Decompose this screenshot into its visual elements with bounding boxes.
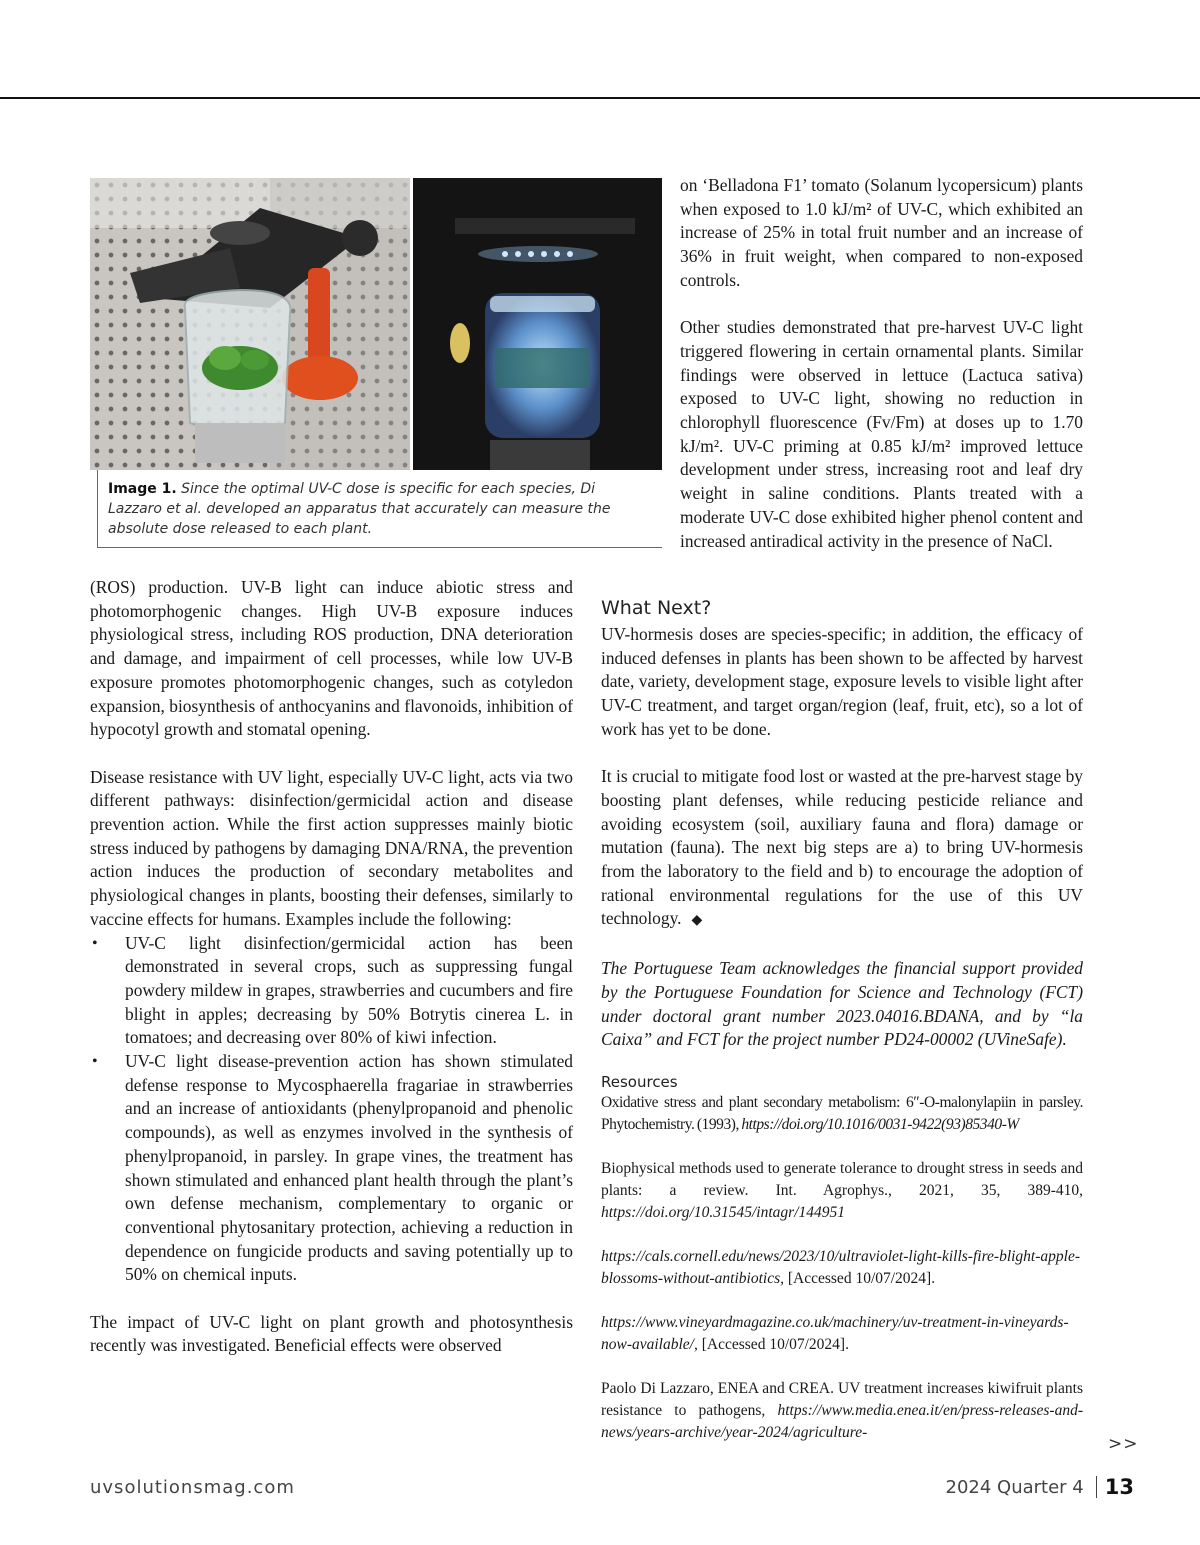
continue-arrow-icon: >> [1108, 1434, 1139, 1454]
disease-resistance-paragraph: Disease resistance with UV light, especially UV-C light, acts via two different pathways: disinfection/germicidal action and disease prevention action. While the first action suppresses mainly biotic stress induced by pathogens by damaging DNA/RNA, the prevention action induces the production of secondary metabolites and physiological changes in plants, boosting their defenses, similarly to vaccine effects for humans. Examples include the following: [90, 766, 573, 929]
resource-link[interactable]: https://www.vineyardmagazine.co.uk/machinery/uv-treatment-in-vineyards-now-available/, [601, 1313, 1069, 1353]
issue-label: 2024 Quarter 4 [945, 1476, 1084, 1498]
resources-heading: Resources [601, 1072, 678, 1091]
hormesis-paragraph: UV-hormesis doses are species-specific; in addition, the efficacy of induced defenses in plants has been shown to be affected by harvest date, variety, development stage, exposure levels to visible light after UV-C treatment, and target organ/region (leaf, fruit, etc), so a lot of work has yet to be done. [601, 624, 1083, 739]
caption-label: Image 1. [108, 481, 177, 497]
resource-link[interactable]: https://doi.org/10.31545/intagr/144951 [601, 1203, 845, 1221]
uvc-growth-paragraph: The impact of UV-C light on plant growth and photosynthesis recently was investigated. Beneficial effects were observed [90, 1311, 573, 1356]
bullet-icon: • [92, 1053, 98, 1071]
list-item: • UV-C light disinfection/germicidal action has been demonstrated in several crops, such as suppressing fungal powdery mildew in grapes, strawberries and cucumbers and fire blight in apples; decreasing by 50% Botrytis cinerea L. in tomatoes; and decreasing over 80% of kiwi infection. [92, 932, 573, 1048]
caption-text: Since the optimal UV-C dose is specific for each species, Di Lazzaro et al. developed an apparatus that accurately can measure the absolute dose released to each plant. [108, 481, 611, 537]
acknowledgement: The Portuguese Team acknowledges the financial support provided by the Portuguese Foundation for Science and Technology (FCT) under doctoral grant number 2023.04016.BDANA, and by “la Caixa” and FCT for the project number PD24-00002 (UVineSafe). [601, 958, 1083, 1050]
end-diamond-icon: ◆ [691, 912, 703, 929]
footer-site: uvsolutionsmag.com [90, 1477, 295, 1498]
resource-item: Paolo Di Lazzaro, ENEA and CREA. UV treatment increases kiwifruit plants resistance to pathogens, https://www.media.enea.it/en/press-releases-and-news/years-archive/year-2024/agriculture- [601, 1379, 1084, 1441]
right-column [601, 595, 1083, 1444]
header-rule [0, 97, 1200, 99]
tomato-paragraph: on ‘Belladona F1’ tomato (Solanum lycopersicum) plants when exposed to 1.0 kJ/m² of UV-C, which exhibited an increase of 25% in total fruit number and an increase of 36% in fruit weight, when compared to non-exposed controls. [680, 175, 1083, 290]
resource-link[interactable]: https://www.media.enea.it/en/press-releases-and-news/years-archive/year-2024/agriculture- [601, 1401, 1084, 1441]
list-item: • UV-C light disease-prevention action has shown stimulated defense response to Mycosphaerella fragariae in strawberries and an increase of antioxidants (phenylpropanoid and phenolic compounds), as well as enzymes involved in the synthesis of phenylpropanoid, in parsley. In grape vines, the treatment has shown stimulated and enhanced plant health through the plant’s own defense mechanism, complementary to organic or conventional phytosanitary protection, achieving a reduction in dependence on fungicide products and saving potentially up to 50% on chemical inputs. [92, 1051, 573, 1285]
section-heading: What Next? [601, 597, 712, 619]
left-column [90, 576, 573, 1358]
bullet-icon: • [92, 934, 98, 952]
uvb-paragraph: (ROS) production. UV-B light can induce abiotic stress and photomorphogenic changes. High UV-B exposure induces physiological stress, including ROS production, DNA deterioration and damage, and impairment of cell processes, while low UV-B exposure promotes photomorphogenic changes, such as cotyledon expansion, biosynthesis of anthocyanins and flavonoids, inhibition of hypocotyl growth and stomatal opening. [90, 577, 573, 740]
photo-caption [97, 470, 662, 548]
resource-item: https://www.vineyardmagazine.co.uk/machinery/uv-treatment-in-vineyards-now-available/, [Accessed 10/07/2024]. [601, 1313, 1069, 1353]
footer-issue [946, 1475, 1134, 1499]
resource-link[interactable]: https://cals.cornell.edu/news/2023/10/ultraviolet-light-kills-fire-blight-apple-blossoms-without-antibiotics, [601, 1247, 1080, 1287]
page-number: 13 [1104, 1475, 1134, 1499]
next-steps-paragraph: It is crucial to mitigate food lost or wasted at the pre-harvest stage by boosting plant defenses, while reducing pesticide reliance and avoiding ecosystem (soil, auxiliary fauna and flora) damage or mutation (fauna). The next big steps are a) to bring UV-hormesis from the laboratory to the field and b) to encourage the adoption of rational environmental regulations for the use of this UV technology. ◆ [601, 766, 1083, 929]
resource-link[interactable]: https://doi.org/10.1016/0031-9422(93)85340-W [741, 1115, 1019, 1133]
top-right-column [680, 174, 1083, 553]
resources-list [601, 1092, 1083, 1444]
left-photo-apparatus [90, 178, 410, 470]
article-photo [90, 178, 662, 470]
examples-list [90, 932, 573, 1288]
footer-divider [1096, 1476, 1097, 1498]
right-photo-uv-jar [413, 178, 662, 470]
resource-item: Oxidative stress and plant secondary metabolism: 6″-O-malonylapiin in parsley. Phytochemistry. (1993), https://doi.org/10.1016/0031-9422(93)85340-W [601, 1093, 1083, 1133]
ornamental-paragraph: Other studies demonstrated that pre-harvest UV-C light triggered flowering in certain ornamental plants. Similar findings were observed in lettuce (Lactuca sativa) exposed to UV-C light, showing no reduction in chlorophyll fluorescence (Fv/Fm) at doses up to 1.70 kJ/m². UV-C priming at 0.85 kJ/m² improved lettuce development under stress, increasing root and leaf dry weight in saline conditions. Plants treated with a moderate UV-C dose exhibited higher phenol content and increased antiradical activity in the presence of NaCl. [680, 317, 1083, 551]
resource-item: Biophysical methods used to generate tolerance to drought stress in seeds and plants: a review. Int. Agrophys., 2021, 35, 389-410, https://doi.org/10.31545/intagr/144951 [601, 1159, 1083, 1221]
resource-item: https://cals.cornell.edu/news/2023/10/ultraviolet-light-kills-fire-blight-apple-blossoms-without-antibiotics, [Accessed 10/07/2024]. [601, 1247, 1080, 1287]
